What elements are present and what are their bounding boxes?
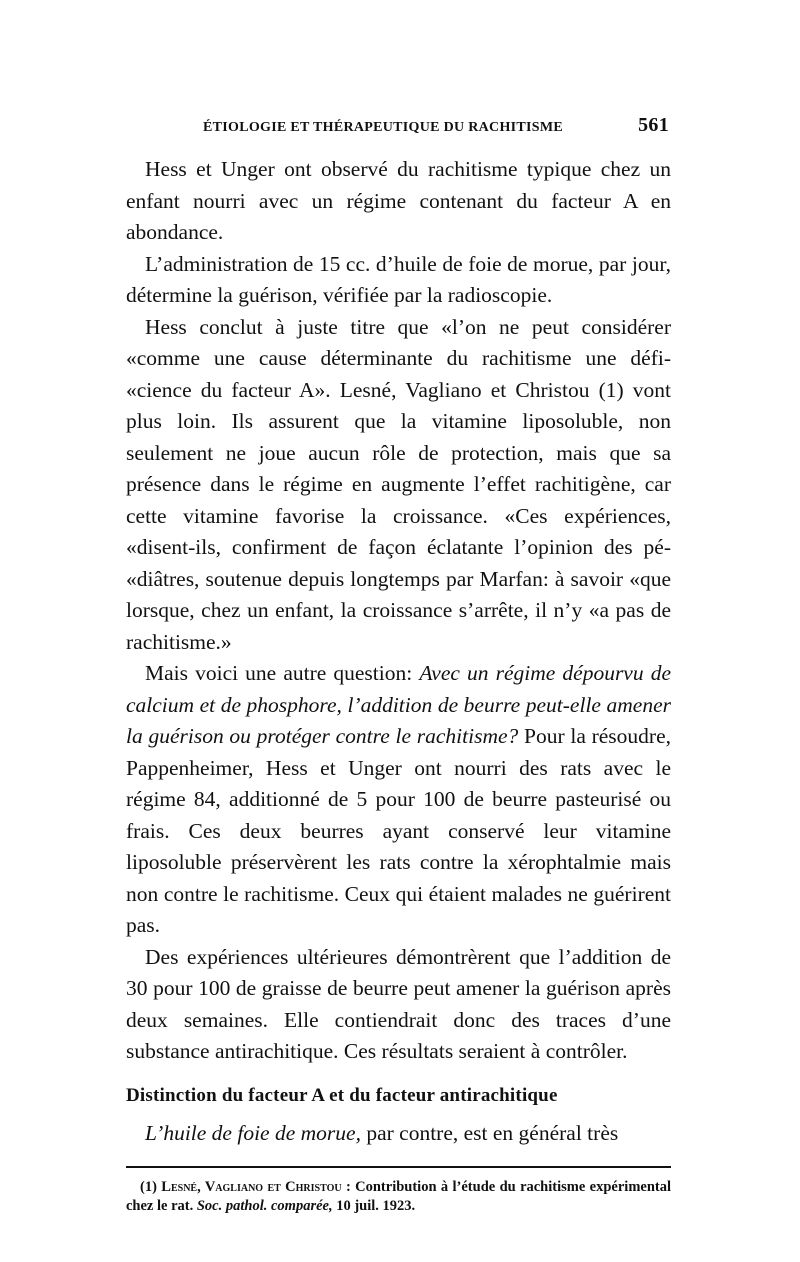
paragraph-2: L’administration de 15 cc. d’huile de foie de morue, par jour, détermine la guérison, vérifiée par la radioscopie. (126, 251, 671, 307)
paragraph-4-text-b: Pour la résoudre, Pappenheimer, Hess et Unger ont nourri des rats avec le régime 84, additionné de 5 pour 100 de beurre pasteurisé ou frais. Ces deux beurres ayant conservé leur vitamine liposoluble préservèrent les rats contre la xérophtalmie mais non contre le rachitisme. Ceux qui étaient malades ne guérirent pas. (126, 724, 671, 937)
paragraph-6-italic: L’huile de foie de morue, (145, 1120, 361, 1145)
footnote-text-a: : Contribution à l’étude du rachitisme expérimental chez le rat. (126, 1179, 671, 1214)
footnote (126, 1178, 671, 1216)
footnote-divider (126, 1166, 671, 1168)
body-text (126, 154, 671, 1149)
footnote-authors: Lesné, Vagliano et Christou (161, 1179, 342, 1195)
running-head (126, 114, 671, 154)
paragraph-5: Des expériences ultérieures démontrèrent que l’addition de 30 pour 100 de graisse de beurre peut amener la guérison après deux semaines. Elle contiendrait donc des traces d’une substance antirachitique. Ces résultats seraient à contrôler. (126, 944, 671, 1063)
footnote-marker: (1) (140, 1179, 157, 1195)
paragraph-4 (126, 658, 671, 942)
paragraph-3-text-b: vont plus loin. Ils assurent que la vitamine liposoluble, non seulement ne joue aucun rôle de protection, mais que sa présence dans le régime en augmente l’effet rachitigène, car cette vitamine favorise la croissance. «Ces expériences, «disent-ils, confirment de façon éclatante l’opinion des pé- «diâtres, soutenue depuis longtemps par Marfan: à savoir «que lorsque, chez un enfant, la croissance s’arrête, il n’y «a pas de rachitisme.» (126, 377, 671, 654)
paragraph-6-text: par contre, est en général très (360, 1120, 619, 1145)
paragraph-3 (126, 312, 671, 659)
book-page (126, 114, 671, 1216)
footnote-text-b: 10 juil. 1923. (332, 1198, 416, 1214)
page-number: 561 (638, 114, 669, 136)
section-heading: Distinction du facteur A et du facteur antirachitique (126, 1084, 558, 1106)
paragraph-4-text-a: Mais voici une autre question: (145, 661, 420, 685)
footnote-reference: (1) (598, 377, 624, 402)
paragraph-3-text-a: Hess conclut à juste titre que «l’on ne peut considérer «comme une cause déterminante du rachitisme une défi- «cience du facteur A». Lesné, Vagliano et Christou (126, 314, 671, 402)
footnote-journal: Soc. pathol. comparée, (196, 1198, 333, 1214)
paragraph-6 (126, 1118, 671, 1150)
running-head-title: ÉTIOLOGIE ET THÉRAPEUTIQUE DU RACHITISME (203, 120, 564, 135)
paragraph-1: Hess et Unger ont observé du rachitisme typique chez un enfant nourri avec un régime contenant du facteur A en abondance. (126, 157, 671, 244)
paragraph-4-italic-question: Avec un régime dépourvu de calcium et de phosphore, l’addition de beurre peut-elle amener la guérison ou protéger contre le rachitisme? (126, 661, 671, 748)
